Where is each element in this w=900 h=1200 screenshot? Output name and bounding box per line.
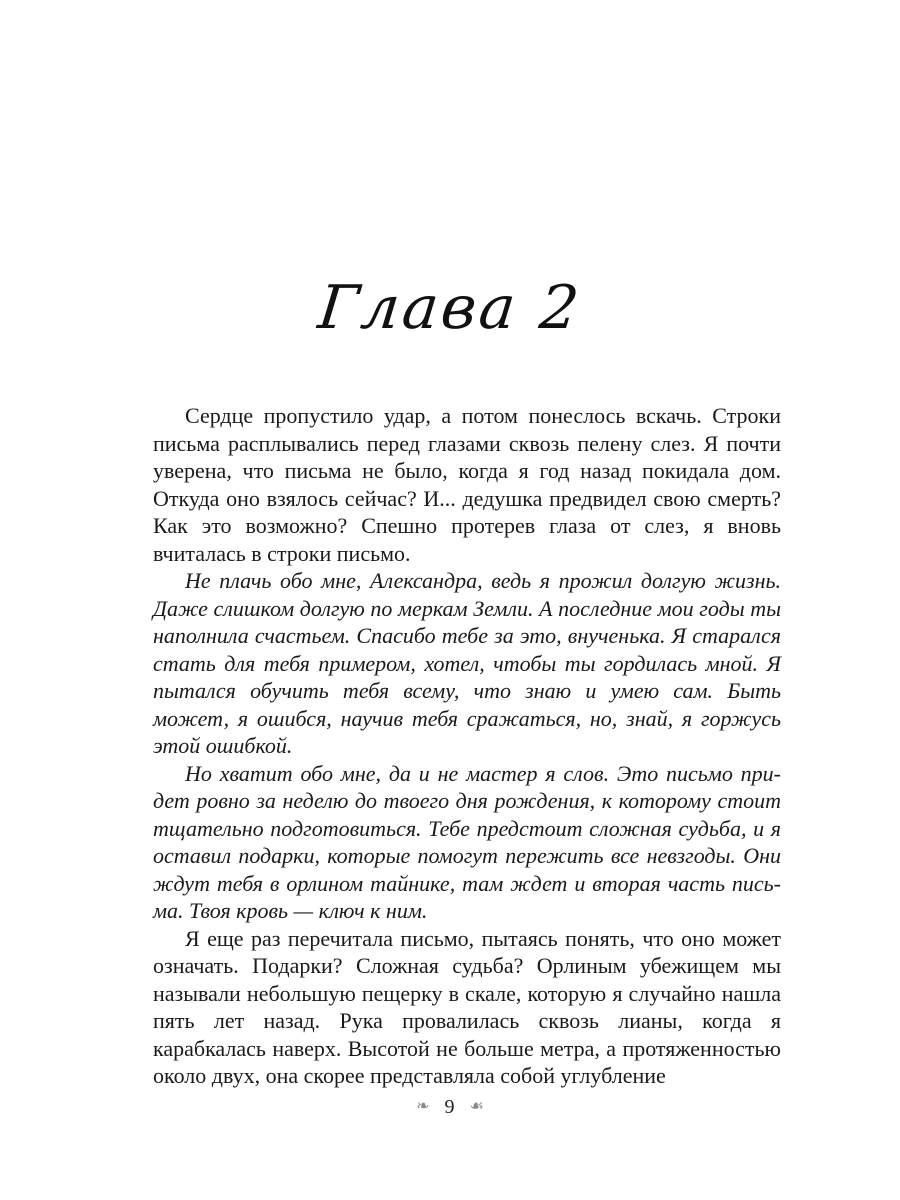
chapter-title: Глава 2: [314, 273, 585, 344]
ornament-left-icon: ❧: [416, 1098, 430, 1116]
page-footer: [0, 1094, 900, 1119]
paragraph-4: Я еще раз перечитала письмо, пытаясь понять, что оно может означать. Подарки? Сложная судьба? Орлиным убежищем мы называли небольшую пещерку в скале, которую я случайно нашла пять лет назад. Рука провалилась сквозь лианы, когда я карабкалась наверх. Высотой не больше метра, а протяженностью около двух, она скорее представляла собой углубление: [153, 925, 781, 1088]
page-number: 9: [444, 1096, 455, 1119]
body-text: [153, 402, 781, 1090]
ornament-right-icon: ☙: [469, 1098, 484, 1116]
paragraph-2-letter: Не плачь обо мне, Александра, ведь я прожил долгую жизнь. Даже слишком долгую по меркам Земли. А последние мои годы ты наполнила счастьем. Спасибо тебе за это, внученька. Я старался стать для тебя примером, хотел, чтобы ты гордилась мной. Я пытался обучить тебя всему, что знаю и умею сам. Быть может, я ошибся, научив тебя сражаться, но, знай, я горжусь этой ошибкой.: [153, 568, 781, 758]
paragraph-1: Сердце пропустило удар, а потом понеслось вскачь. Строки письма расплывались перед глазами сквозь пелену слез. Я почти уверена, что письма не было, когда я год назад покидала дом. Откуда оно взялось сейчас? И... дедушка предвидел свою смерть? Как это возможно? Спешно протерев глаза от слез, я вновь вчиталась в строки письмо.: [153, 403, 781, 566]
paragraph-3-letter: Но хватит обо мне, да и не мастер я слов. Это письмо придет ровно за неделю до твоего дня рождения, к которому стоит тщательно подготовиться. Тебе предстоит сложная судьба, и я оставил подарки, которые помогут пережить все невзгоды. Они ждут тебя в орлином тайнике, там ждет и вторая часть письма. Твоя кровь — ключ к ним.: [153, 760, 781, 923]
